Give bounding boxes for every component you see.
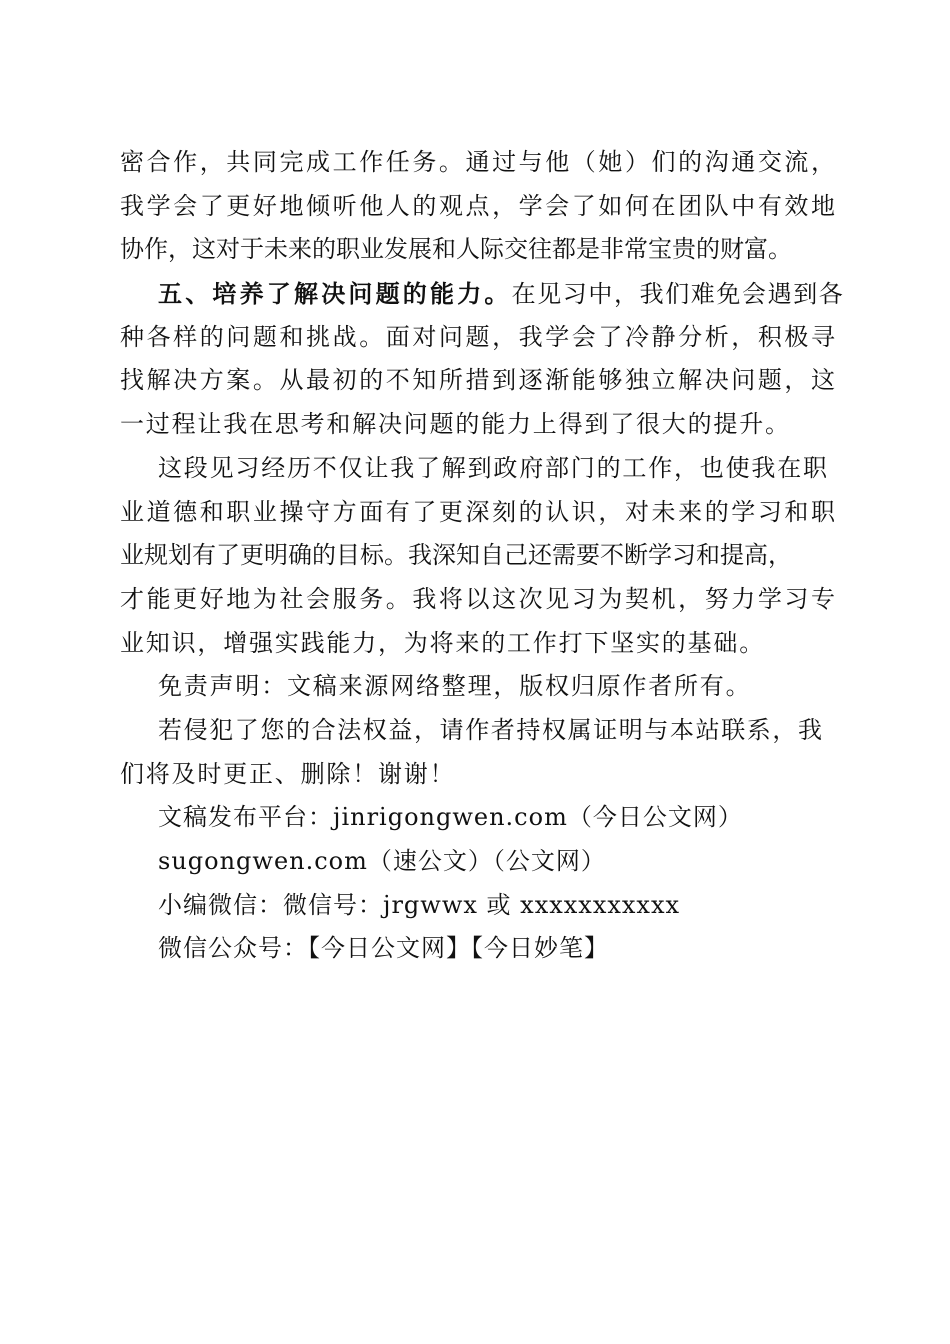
paragraph-line: 找解决方案。从最初的不知所措到逐渐能够独立解决问题，这: [120, 366, 835, 395]
paragraph-line: 种各样的问题和挑战。面对问题，我学会了冷静分析，积极寻: [120, 322, 835, 351]
paragraph-line: 业知识，增强实践能力，为将来的工作打下坚实的基础。: [120, 628, 765, 657]
paragraph-line: 密合作，共同完成工作任务。通过与他（她）们的沟通交流，: [120, 148, 835, 176]
official-account-line: 微信公众号：【今日公文网】【今日妙笔】: [158, 934, 609, 963]
paragraph-line: 协作，这对于未来的职业发展和人际交往都是非常宝贵的财富。: [120, 235, 792, 264]
paragraph-line: 这段见习经历不仅让我了解到政府部门的工作，也使我在职: [158, 453, 829, 482]
disclaimer-line: 若侵犯了您的合法权益，请作者持权属证明与本站联系，我: [158, 715, 824, 744]
site-line: sugongwen.com（速公文）（公文网）: [158, 847, 606, 875]
document-body: [120, 141, 845, 971]
disclaimer-line: 们将及时更正、删除！谢谢！: [120, 759, 456, 788]
paragraph-text: 在见习中，我们难免会遇到各: [511, 280, 845, 309]
paragraph-line: 一过程让我在思考和解决问题的能力上得到了很大的提升。: [120, 410, 791, 439]
paragraph-line: 才能更好地为社会服务。我将以这次见习为契机，努力学习专: [120, 584, 835, 613]
paragraph-line: 业道德和职业操守方面有了更深刻的认识，对未来的学习和职: [120, 497, 835, 526]
platform-line: 文稿发布平台：jinrigongwen.com（今日公文网）: [158, 803, 743, 832]
paragraph-line: 业规划有了更明确的目标。我深知自己还需要不断学习和提高，: [120, 541, 792, 570]
section-heading: 五、培养了解决问题的能力。: [158, 279, 512, 309]
wechat-line: 小编微信：微信号：jrgwwx 或 xxxxxxxxxxx: [158, 890, 681, 919]
section-heading-line: [120, 272, 845, 316]
paragraph-line: 我学会了更好地倾听他人的观点，学会了如何在团队中有效地: [120, 191, 835, 220]
disclaimer-line: 免责声明：文稿来源网络整理，版权归原作者所有。: [158, 672, 752, 701]
